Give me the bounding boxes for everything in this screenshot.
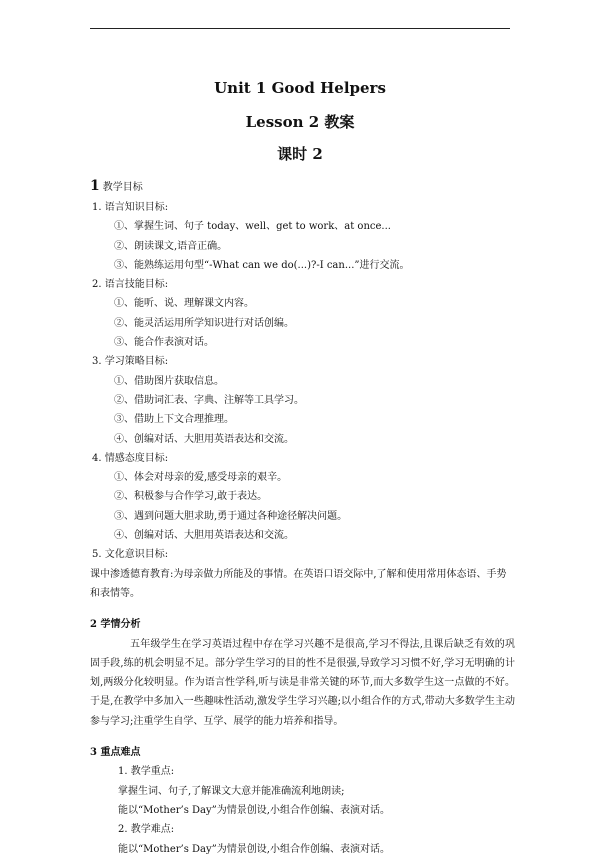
goal-group-language-knowledge: [90, 198, 515, 275]
goal-group-cultural-awareness: [90, 545, 515, 603]
section-2-paragraph: 五年级学生在学习英语过程中存在学习兴趣不是很高,学习不得法,且课后缺乏有效的巩固手段,练的机会明显不足。部分学生学习的目的性不是很强,导致学习习惯不好,学习无明确的计划,两级分化较明显。作为语言性学科,听与读是非常关键的环节,而大多数学生这一点做的不好。于是,在教学中多加入一些趣味性活动,激发学生学习兴趣;以小组合作的方式,带动大多数学生主动参与学习;注重学生自学、互学、展学的能力培养和指导。: [90, 638, 515, 727]
difficult-points-title: 2. 教学难点:: [118, 824, 175, 836]
goal-title: 5. 文化意识目标:: [92, 549, 169, 561]
goal-item: ①、体会对母亲的爱,感受母亲的艰辛。: [114, 472, 288, 484]
unit-title: Unit 1 Good Helpers: [214, 79, 386, 97]
section-3-heading: 3 重点难点: [90, 747, 141, 759]
header-rule: [90, 28, 510, 29]
goal-group-language-skills: [90, 275, 515, 352]
section-1-number: 1: [90, 178, 100, 194]
goal-title: 1. 语言知识目标:: [92, 202, 169, 213]
goal-item: ②、借助词汇表、字典、注解等工具学习。: [114, 394, 304, 406]
goal-item: ③、借助上下文合理推理。: [114, 414, 234, 426]
key-point-item: 掌握生词、句子,了解课文大意并能准确流利地朗读;: [118, 785, 345, 797]
goal-item: ③、能合作表演对话。: [114, 337, 214, 349]
goal-item: ①、掌握生词、句子 today、well、get to work、at once...: [114, 221, 391, 233]
section-1-heading: [90, 176, 515, 198]
goal-item: ①、借助图片获取信息。: [114, 375, 224, 387]
document-body: [90, 176, 515, 859]
goal-item: ②、能灵活运用所学知识进行对话创编。: [114, 317, 294, 329]
goal-item: ①、能听、说、理解课文内容。: [114, 298, 254, 310]
key-point-item: 能以“Mother’s Day”为情景创设,小组合作创编、表演对话。: [118, 804, 390, 816]
goal-title: 2. 语言技能目标:: [92, 279, 169, 291]
goal-item: ②、朗读课文,语音正确。: [114, 240, 228, 252]
key-points-title: 1. 教学重点:: [118, 766, 175, 778]
goal-item: ③、能熟练运用句型“-What can we do(...)?-I can...”进行交流。: [114, 259, 410, 271]
goal-title: 3. 学习策略目标:: [92, 356, 169, 368]
goal-group-emotional-attitude: [90, 449, 515, 545]
goal-item: ④、创编对话、大胆用英语表达和交流。: [114, 433, 294, 445]
culture-paragraph: 课中渗透德育教育:为母亲做力所能及的事情。在英语口语交际中,了解和使用常用体态语、手势和表情等。: [90, 568, 507, 599]
section-2-heading: 2 学情分析: [90, 619, 141, 631]
goal-title: 4. 情感态度目标:: [92, 452, 169, 464]
goal-item: ④、创编对话、大胆用英语表达和交流。: [114, 530, 294, 542]
period-title: 课时 2: [277, 145, 323, 163]
section-1-title: 教学目标: [102, 182, 143, 193]
goal-item: ③、遇到问题大胆求助,勇于通过各种途径解决问题。: [114, 510, 348, 522]
goal-group-learning-strategy: [90, 352, 515, 448]
goal-item: ②、积极参与合作学习,敢于表达。: [114, 491, 268, 503]
difficult-point-item: 能以“Mother’s Day”为情景创设,小组合作创编、表演对话。: [118, 843, 390, 855]
lesson-title: Lesson 2 教案: [245, 113, 355, 131]
